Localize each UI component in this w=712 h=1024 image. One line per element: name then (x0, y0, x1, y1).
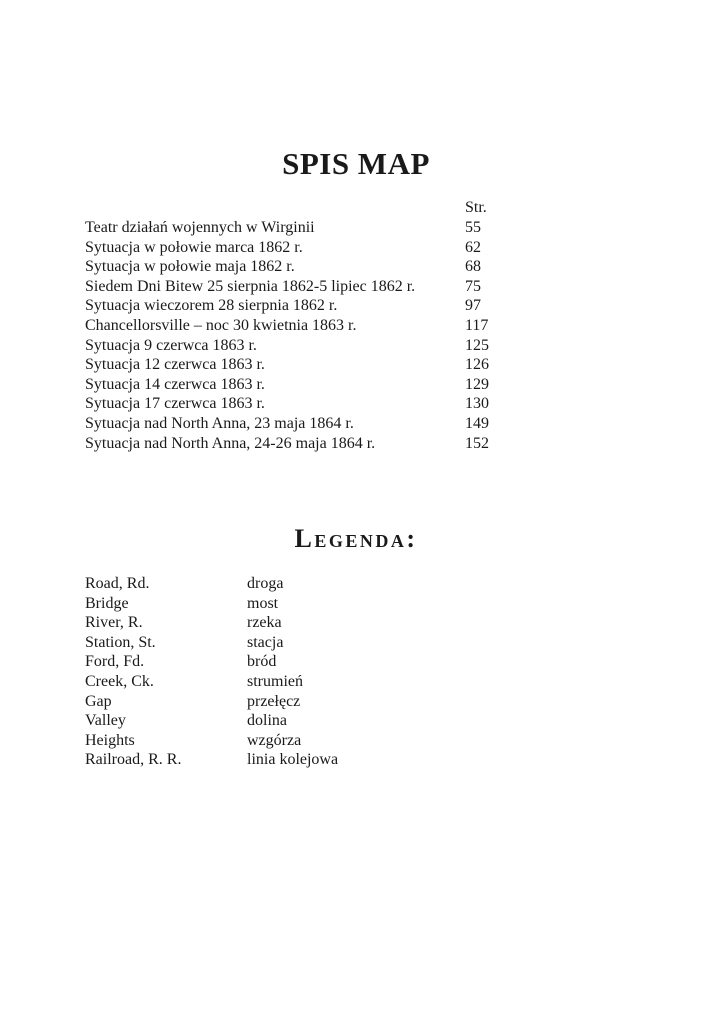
legend-translation: most (247, 594, 279, 612)
toc-entry-page: 62 (465, 238, 481, 256)
toc-entry-label: Sytuacja nad North Anna, 24-26 maja 1864 r. (85, 434, 376, 452)
toc-entry (85, 296, 515, 316)
legend-term: Heights (85, 731, 135, 749)
toc-entry (85, 257, 515, 277)
toc-entry (85, 394, 515, 414)
legend-translation: wzgórza (247, 731, 302, 749)
toc-entry-page: 97 (465, 297, 481, 315)
legend-list (85, 574, 485, 770)
toc-entry-page: 149 (465, 414, 489, 432)
toc-title: SPIS MAP (282, 146, 430, 181)
legend-term: Railroad, R. R. (85, 751, 182, 769)
toc-entry-page: 75 (465, 277, 481, 295)
legend-entry (85, 574, 485, 594)
legend-term: Ford, Fd. (85, 653, 145, 671)
toc-entry (85, 414, 515, 434)
legend-translation: rzeka (247, 614, 282, 632)
toc-entry-page: 117 (465, 316, 489, 334)
legend-translation: dolina (247, 712, 287, 730)
legend-term: Gap (85, 692, 112, 710)
toc-entry-page: 152 (465, 434, 489, 452)
toc-entry-label: Sytuacja nad North Anna, 23 maja 1864 r. (85, 414, 354, 432)
page-column-header: Str. (465, 199, 487, 216)
legend-entry (85, 633, 485, 653)
toc-entry-page: 130 (465, 395, 489, 413)
legend-term: Creek, Ck. (85, 672, 154, 690)
toc-entry-label: Siedem Dni Bitew 25 sierpnia 1862-5 lipiec 1862 r. (85, 277, 416, 295)
toc-entry-label: Sytuacja 12 czerwca 1863 r. (85, 356, 265, 374)
legend-title: Legenda: (294, 524, 418, 553)
toc-entry (85, 238, 515, 258)
legend-translation: przełęcz (247, 692, 301, 710)
legend-term: Valley (85, 712, 126, 730)
legend-entry (85, 750, 485, 770)
legend-term: Station, St. (85, 633, 156, 651)
toc-entry (85, 375, 515, 395)
legend-entry (85, 594, 485, 614)
toc-entry (85, 434, 515, 454)
legend-term: River, R. (85, 614, 143, 632)
toc-entry-label: Sytuacja w połowie maja 1862 r. (85, 258, 295, 276)
toc-entry-label: Sytuacja 14 czerwca 1863 r. (85, 375, 265, 393)
toc-entry (85, 218, 515, 238)
toc-entry-page: 129 (465, 375, 489, 393)
legend-translation: strumień (247, 672, 303, 690)
legend-entry (85, 613, 485, 633)
toc-entry (85, 355, 515, 375)
legend-entry (85, 652, 485, 672)
toc-entry-page: 126 (465, 356, 489, 374)
legend-term: Bridge (85, 594, 129, 612)
legend-entry (85, 672, 485, 692)
toc-entry-label: Chancellorsville – noc 30 kwietnia 1863 r. (85, 316, 357, 334)
legend-entry (85, 692, 485, 712)
toc-entry (85, 316, 515, 336)
toc-list (85, 218, 515, 453)
toc-entry-page: 55 (465, 219, 481, 236)
legend-translation: linia kolejowa (247, 751, 339, 769)
toc-entry-page: 125 (465, 336, 489, 354)
legend-entry (85, 731, 485, 751)
toc-entry-label: Sytuacja 17 czerwca 1863 r. (85, 395, 265, 413)
toc-entry-label: Teatr działań wojennych w Wirginii (85, 219, 315, 236)
legend-term: Road, Rd. (85, 575, 150, 592)
toc-entry-label: Sytuacja wieczorem 28 sierpnia 1862 r. (85, 297, 338, 315)
legend-entry (85, 711, 485, 731)
toc-entry-page: 68 (465, 258, 481, 276)
toc-entry-label: Sytuacja w połowie marca 1862 r. (85, 238, 303, 256)
toc-entry-label: Sytuacja 9 czerwca 1863 r. (85, 336, 257, 354)
legend-translation: droga (247, 575, 284, 592)
toc-entry (85, 336, 515, 356)
toc-entry (85, 277, 515, 297)
legend-translation: stacja (247, 633, 284, 651)
legend-translation: bród (247, 653, 277, 671)
